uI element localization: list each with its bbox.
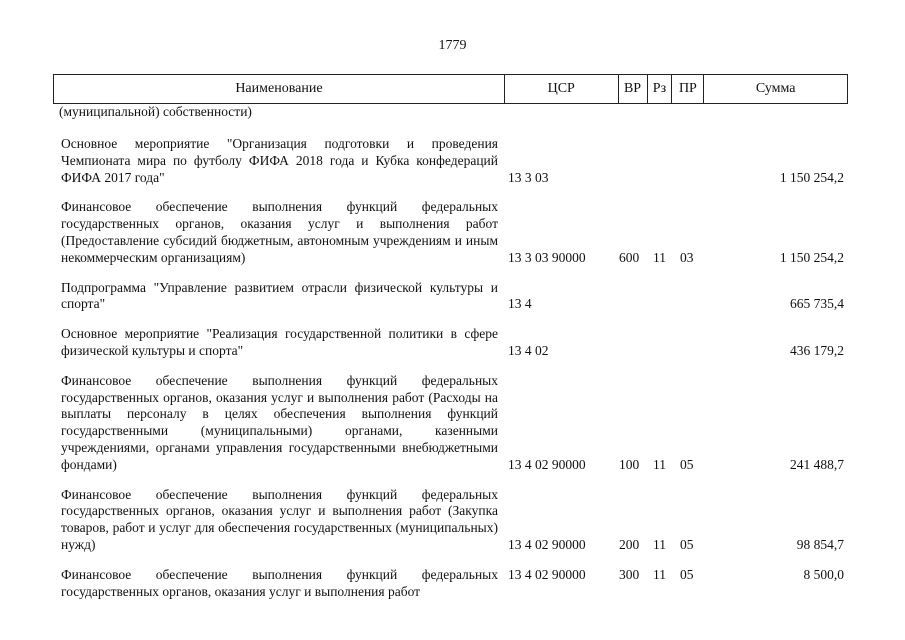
row-rz: 11 — [653, 566, 666, 582]
row-csr: 13 4 02 — [508, 342, 549, 358]
row-pr: 05 — [680, 456, 694, 472]
row-csr: 13 3 03 90000 — [508, 249, 586, 265]
row-vr: 300 — [619, 566, 640, 582]
header-pr: ПР — [671, 75, 703, 103]
row-name: Финансовое обеспечение выполнения функций федеральных государственных органов, оказания услуг и выполнения работ (Расходы на выплаты персоналу в целях обеспечения выполнения функций государственными (муниципальными) органами, казенными учреждениями, органами управления государственными внебюджетными фондами) — [61, 372, 498, 472]
row-pr: 03 — [680, 249, 694, 265]
row-name: Финансовое обеспечение выполнения функций федеральных государственных органов, оказания услуг и выполнения работ — [61, 566, 498, 599]
row-sum: 665 735,4 — [790, 296, 844, 312]
row-csr: 13 4 02 90000 — [508, 566, 586, 582]
row-name: (муниципальной) собственности) — [59, 104, 252, 119]
row-sum: 241 488,7 — [790, 456, 844, 472]
row-sum: 8 500,0 — [803, 566, 844, 582]
row-name: Основное мероприятие "Организация подготовки и проведения Чемпионата мира по футболу ФИФА 2018 года и Кубка конфедераций ФИФА 2017 года" — [61, 136, 498, 185]
header-vr: ВР — [618, 75, 647, 103]
row-vr: 600 — [619, 249, 640, 265]
table-row — [53, 326, 848, 360]
table-row — [53, 104, 848, 123]
table-row — [53, 136, 848, 186]
row-sum: 436 179,2 — [790, 342, 844, 358]
table-row — [53, 199, 848, 266]
table-row — [53, 487, 848, 554]
table-row — [53, 280, 848, 314]
header-csr: ЦСР — [504, 75, 618, 103]
table-row — [53, 373, 848, 474]
row-name: Основное мероприятие "Реализация государственной политики в сфере физической культуры и спорта" — [61, 326, 498, 358]
row-name: Финансовое обеспечение выполнения функций федеральных государственных органов, оказания услуг и выполнения работ (Предоставление субсидий бюджетным, автономным учреждениям и иным некоммерческим организациям) — [61, 199, 498, 265]
header-rz: Рз — [647, 75, 672, 103]
table-header — [53, 74, 848, 104]
row-pr: 05 — [680, 536, 694, 552]
row-pr: 05 — [680, 566, 694, 582]
row-rz: 11 — [653, 536, 666, 552]
row-name: Подпрограмма "Управление развитием отрасли физической культуры и спорта" — [61, 279, 498, 312]
header-sum: Сумма — [703, 75, 847, 103]
row-csr: 13 4 02 90000 — [508, 456, 586, 472]
row-rz: 11 — [653, 456, 666, 472]
row-name: Финансовое обеспечение выполнения функций федеральных государственных органов, оказания услуг и выполнения работ (Закупка товаров, работ и услуг для обеспечения государственных (муниципальных) нужд) — [61, 486, 498, 552]
table-row — [53, 567, 848, 601]
row-csr: 13 4 — [508, 296, 532, 312]
row-vr: 100 — [619, 456, 640, 472]
row-sum: 98 854,7 — [796, 536, 844, 552]
row-vr: 200 — [619, 536, 640, 552]
row-sum: 1 150 254,2 — [779, 249, 844, 265]
row-csr: 13 3 03 — [508, 169, 549, 185]
page-number: 1779 — [438, 38, 467, 53]
row-rz: 11 — [653, 249, 666, 265]
header-name: Наименование — [235, 81, 323, 96]
row-csr: 13 4 02 90000 — [508, 536, 586, 552]
table-body — [53, 104, 848, 600]
row-sum: 1 150 254,2 — [779, 169, 844, 185]
